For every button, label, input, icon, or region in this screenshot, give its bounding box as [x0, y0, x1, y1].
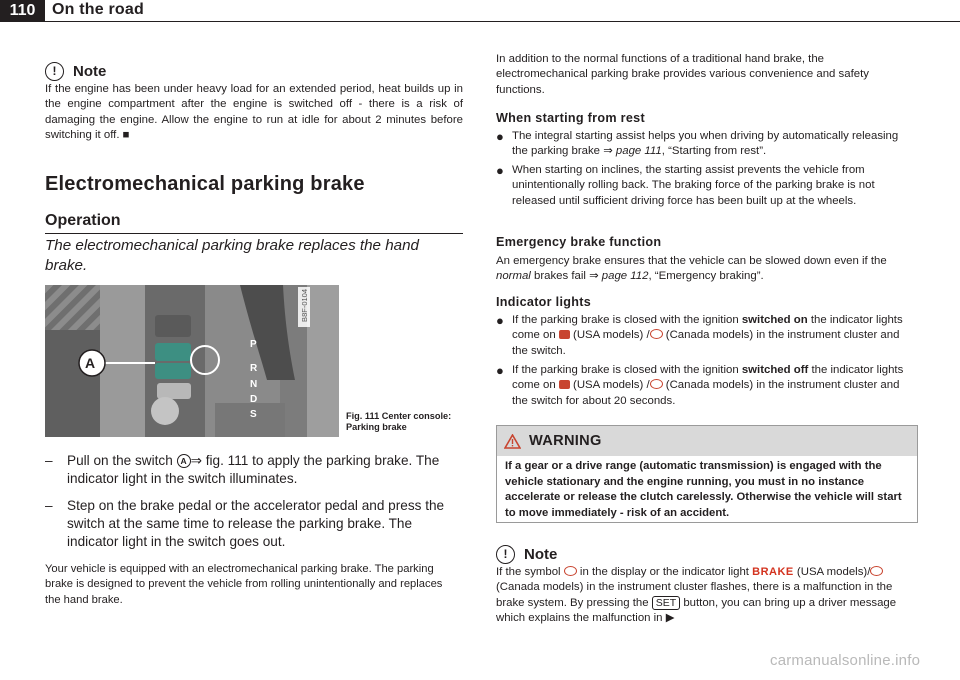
text-run: in the display or the indicator light [576, 566, 753, 578]
step-dash: – [45, 453, 53, 468]
callout-a: A [177, 454, 191, 468]
brake-symbol-canada-icon [870, 566, 883, 576]
watermark: carmanualsonline.info [770, 652, 921, 669]
when-starting-heading: When starting from rest [496, 111, 645, 125]
note-2-text [496, 565, 916, 627]
step-1-text [67, 452, 465, 488]
note-title: Note [73, 63, 107, 80]
step-1-tail: to apply the parking brake. The indicator light in the switch illuminates. [67, 453, 440, 486]
end-mark-icon: ■ [122, 129, 130, 142]
warning-title: WARNING [529, 433, 602, 449]
indicator-bullet-2 [496, 363, 914, 409]
text-run: , “Emergency braking”. [648, 270, 764, 283]
page-ref: page 112 [601, 270, 649, 283]
step-2-text: Step on the brake pedal or the accelerator pedal and press the switch at the same time to release the parking brake. The indicator light in the switch goes out. [67, 498, 445, 549]
parking-light-canada-icon [650, 329, 663, 339]
parking-light-usa-icon [559, 330, 570, 339]
figure-ref: fig. 111 [205, 453, 249, 468]
continue-arrow-icon: ▶ [665, 612, 675, 625]
caution-icon: ! [45, 62, 64, 81]
shifter-letter: P [250, 339, 257, 350]
emergency-text [496, 254, 912, 285]
text-run: If the parking brake is closed with the ignition [512, 314, 742, 326]
arrow-icon: ⇒ [603, 145, 613, 158]
when-bullet-1-text [512, 129, 914, 160]
when-bullet-1 [496, 129, 914, 160]
step-dash: – [45, 498, 53, 513]
text-run: the indicator lights come on [512, 314, 903, 342]
warning-box [496, 425, 918, 523]
shifter-letter: N [250, 379, 258, 390]
page-number: 110 [0, 0, 45, 22]
text-run: button, you can bring up a driver message which explains the malfunction in [496, 596, 897, 625]
when-bullet-2-text: When starting on inclines, the starting assist prevents the vehicle from unintentionally rolling back. The braking force of the parking brake is not released until sufficient driving force has been built up at the wheels. [512, 164, 875, 207]
caution-icon: ! [496, 545, 515, 564]
running-head: On the road [52, 1, 144, 18]
step-1-lead: Pull on the switch [67, 453, 177, 468]
right-intro: In addition to the normal functions of a traditional hand brake, the electromechanical parking brake provides various convenience and safety functions. [496, 53, 869, 96]
shifter-letter: S [250, 409, 257, 420]
note-2-heading [496, 545, 557, 564]
text-run: brakes fail [530, 270, 590, 283]
text-run: An emergency brake ensures that the vehicle can be slowed down even if the [496, 255, 887, 267]
parking-light-usa-icon [559, 380, 570, 389]
indicator-bullet-1 [496, 313, 914, 359]
note-body: If the engine has been under heavy load for an extended period, heat builds up in the engine compartment after the engine is switched off - there is a risk of damaging the engine. Allow the engine to run at idle for about 2 minutes before switching it off. [45, 83, 463, 142]
bullet-icon: ● [496, 363, 504, 378]
parking-light-canada-icon [650, 379, 663, 389]
shifter-letter: D [250, 394, 258, 405]
warning-text: If a gear or a drive range (automatic transmission) is engaged with the vehicle stationary and the engine running, you must in no instance accelerate or release the clutch carelessly. Otherwise the vehicle will start to move immediately - risk of an accident. [505, 460, 902, 519]
text-run: switched on [741, 314, 808, 326]
text-run: normal [496, 270, 531, 283]
text-run: If the parking brake is closed with the ignition [512, 364, 742, 376]
figure-code: B8F-0104 [300, 289, 309, 322]
description-paragraph: Your vehicle is equipped with an electromechanical parking brake. The parking brake is designed to prevent the vehicle from rolling unintentionally and replaces the hand brake. [45, 563, 443, 606]
text-run: the indicator lights come on [512, 364, 904, 392]
text-run: (Canada models) in the instrument cluster and the switch. [512, 329, 900, 357]
text-run: , “Starting from rest”. [661, 145, 767, 158]
text-run: The integral starting assist helps you when driving by automatically releasing the parking brake [512, 130, 899, 158]
note-heading [45, 62, 106, 81]
indicator-bullet-1-text [512, 313, 914, 359]
subsection-title: Operation [45, 212, 121, 229]
arrow-icon: ⇒ [589, 270, 599, 283]
when-bullet-2 [496, 163, 914, 209]
emergency-heading: Emergency brake function [496, 235, 662, 249]
brake-symbol-icon [564, 566, 577, 576]
text-run: switched off [741, 364, 809, 376]
intro-text: The electromechanical parking brake replaces the hand brake. [45, 237, 419, 274]
section-title: Electromechanical parking brake [45, 173, 365, 195]
indicator-bullet-2-text [512, 363, 914, 409]
subsection-rule [45, 233, 463, 234]
indicator-heading: Indicator lights [496, 295, 592, 309]
bullet-icon: ● [496, 313, 504, 328]
bullet-icon: ● [496, 163, 504, 178]
set-button-label: SET [652, 596, 680, 610]
step-1 [45, 452, 465, 488]
page-ref: page 111 [615, 145, 662, 158]
figure-callout: A [85, 355, 96, 371]
text-run: (USA models) / [569, 329, 650, 342]
header-rule [45, 21, 960, 22]
text-run: (Canada models) in the instrument cluster flashes, there is a malfunction in the brake system. By pressing the [496, 581, 893, 609]
note-text [45, 82, 463, 144]
shifter-letter: R [250, 363, 258, 374]
bullet-icon: ● [496, 129, 504, 144]
text-run: (USA models) / [569, 379, 650, 392]
figure-image [45, 285, 339, 437]
text-run: If the symbol [496, 566, 564, 578]
page-header [0, 0, 960, 22]
note-2-title: Note [524, 546, 558, 563]
text-run: (USA models)/ [793, 566, 871, 578]
step-2 [45, 497, 465, 551]
ref-arrow: ⇒ [190, 453, 202, 468]
warning-header [497, 426, 917, 456]
brake-indicator-label: BRAKE [752, 566, 794, 578]
figure-caption: Fig. 111 Center console: Parking brake [346, 411, 452, 432]
warning-triangle-icon [504, 434, 521, 449]
text-run: (Canada models) in the instrument cluster and the switch for about 20 seconds. [512, 379, 900, 407]
